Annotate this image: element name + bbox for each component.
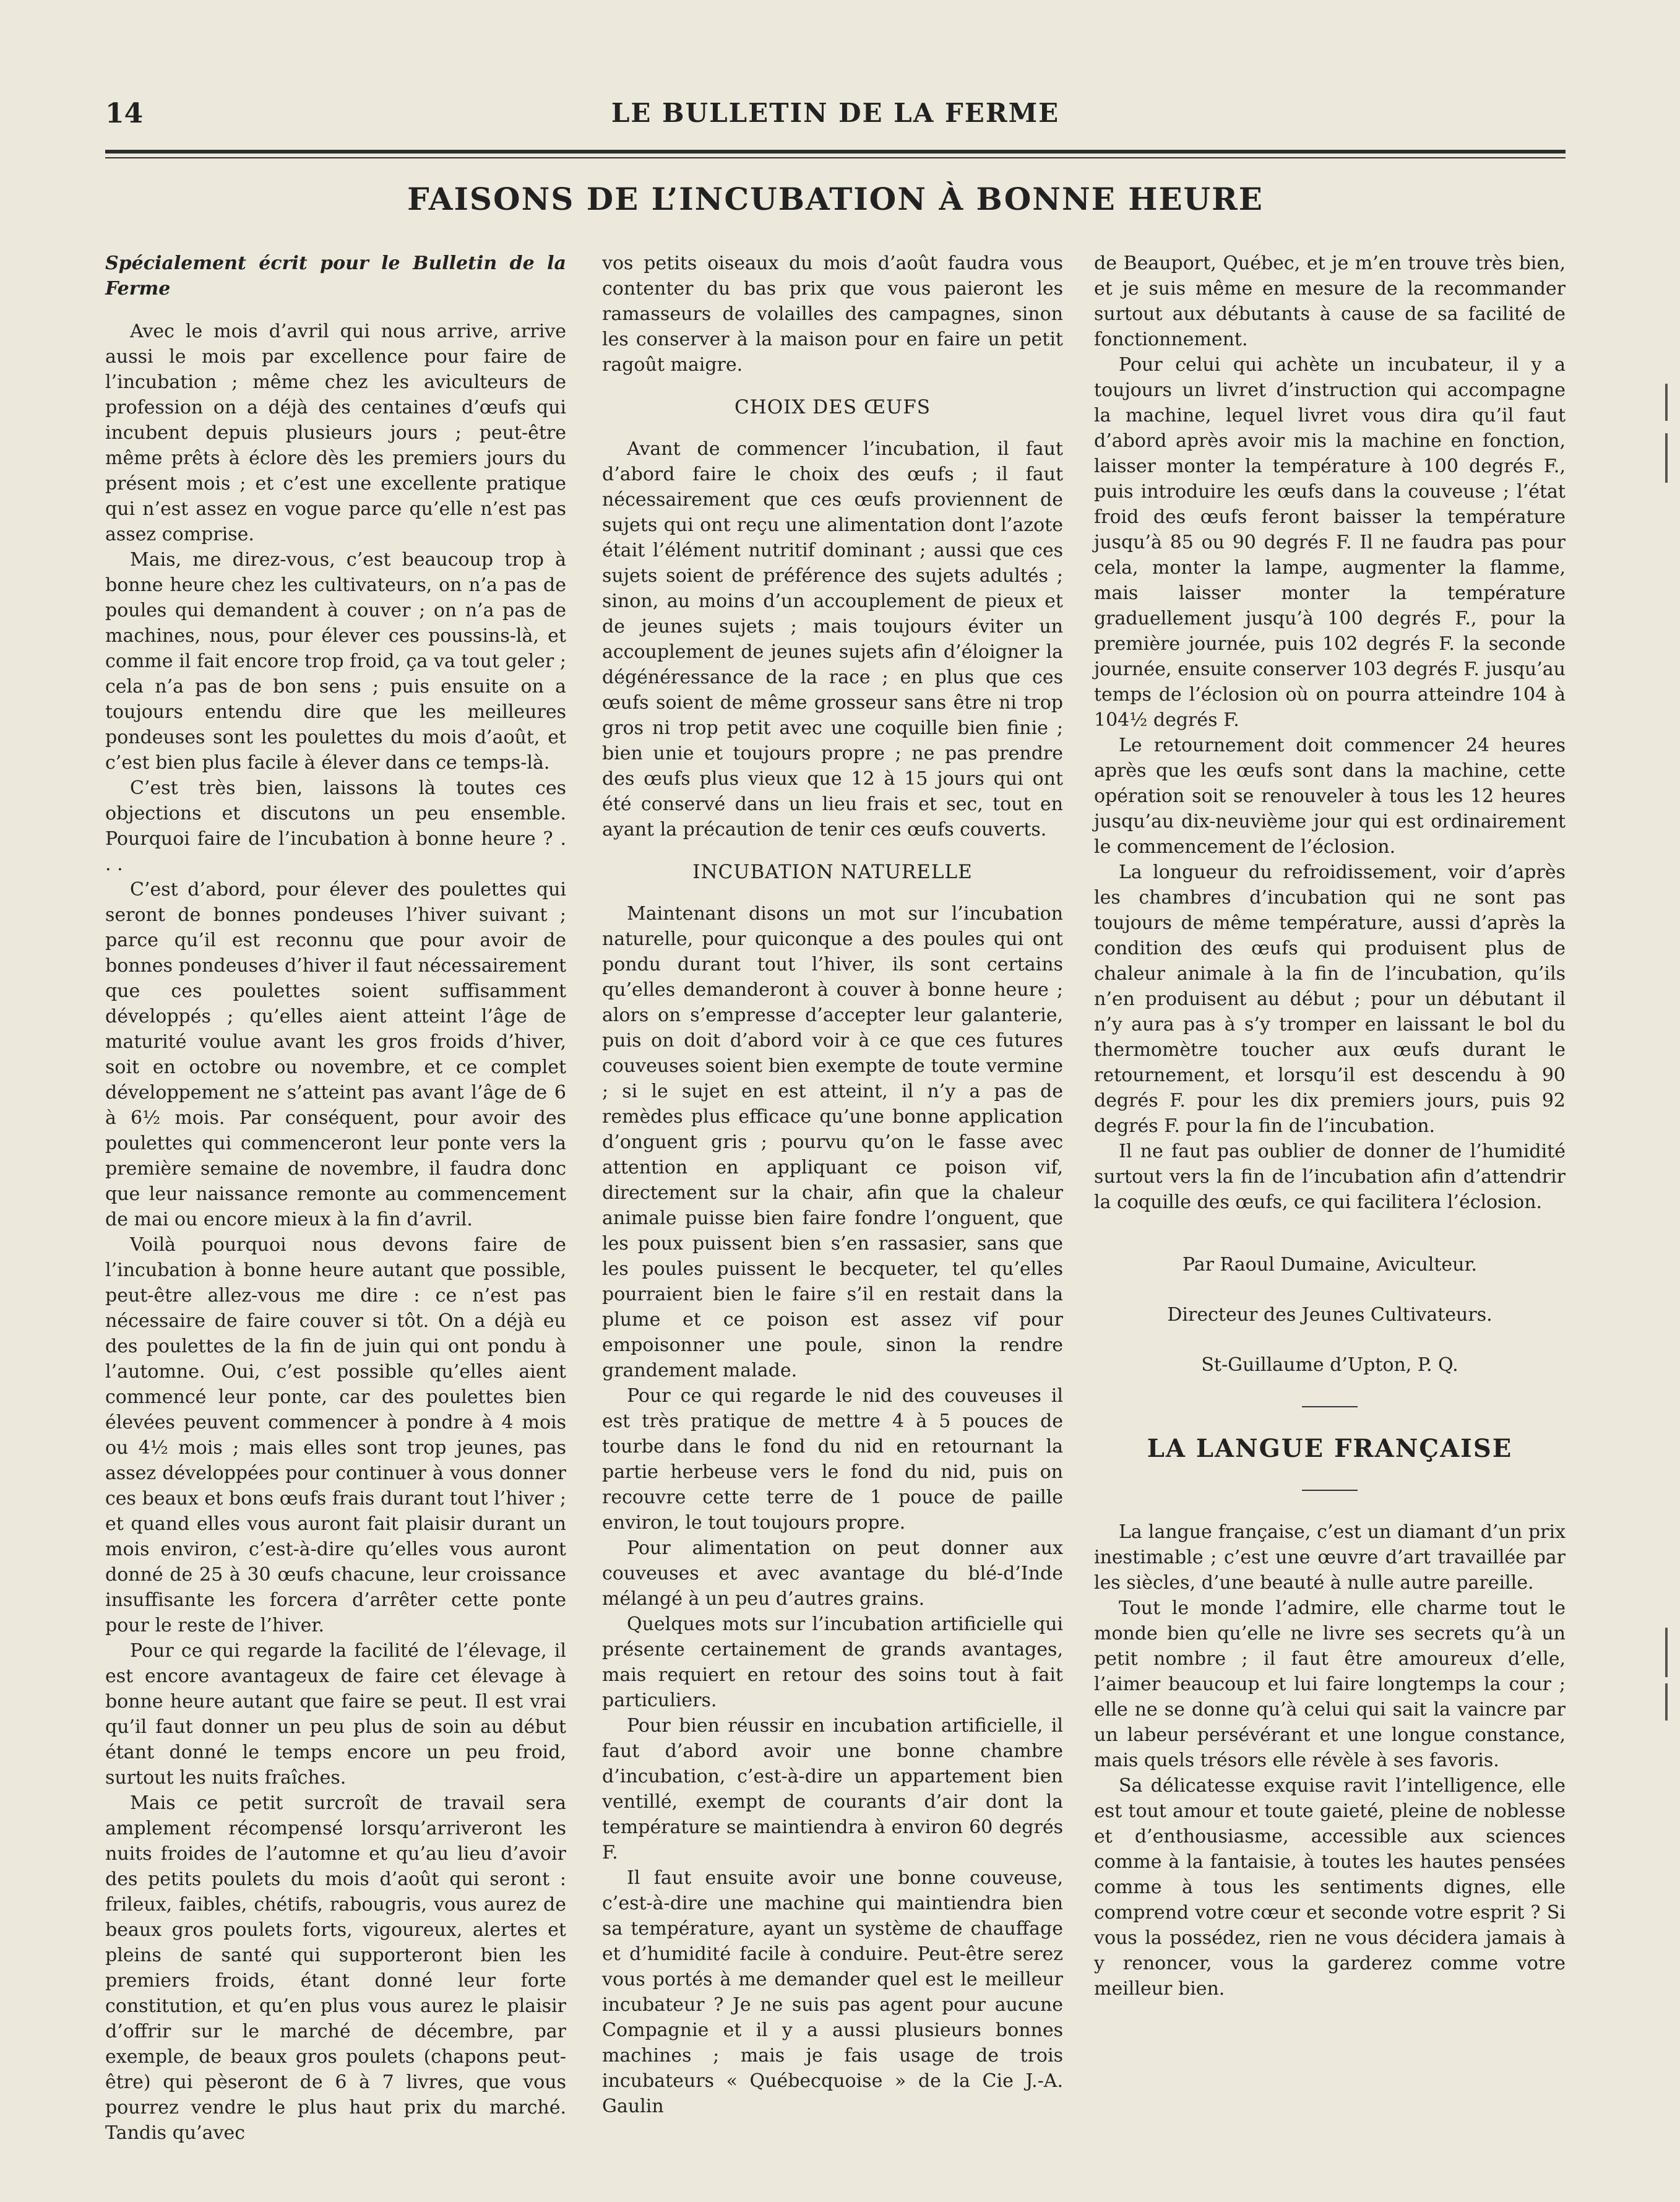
binder-mark	[1665, 384, 1668, 421]
running-title: LE BULLETIN DE LA FERME	[611, 98, 1060, 128]
special-byline: Spécialement écrit pour le Bulletin de la Ferme	[105, 253, 566, 300]
paragraph: Mais ce petit surcroît de travail sera amplement récompensé lorsqu’arriveront les nuits froides de l’automne et qu’au lieu d’avoir des petits poulets du mois d’août qui seront : frileux, faibles, chétifs, rabougris, vous aurez de beaux gros poulets forts, vigoureux, alertes et pleins de santé qui supporteront bien les premiers froids, étant donné leur forte constitution, et qu’en plus vous aurez le plaisir d’offrir sur le marché de décembre, par exemple, de beaux gros poulets (chapons peut-être) qui pèseront de 6 à 7 livres, que vous pourrez vendre le plus haut prix du marché. Tandis qu’avec	[105, 1792, 566, 2144]
binder-mark	[1665, 1628, 1668, 1677]
section-heading-incubation-naturelle: INCUBATION NATURELLE	[692, 861, 973, 883]
paragraph: Maintenant disons un mot sur l’incubation naturelle, pour quiconque a des poules qui ont pondu durant tout l’hiver, ils sont certains qu’elles demanderont à couver à bonne heure ; alors on s’empresse d’accepter leur galanterie, puis on doit d’abord voir à ce que ces futures couveuses soient bien exempte de toute vermine ; si le sujet en est atteint, il n’y a pas de remèdes plus efficace qu’une bonne application d’onguent gris ; pourvu qu’on le fasse avec attention en appliquant ce poison vif, directement sur la chair, afin que la chaleur animale puisse bien faire fondre l’onguent, que les poux puissent bien s’en rassasier, sans que les poules puissent le becqueter, tel qu’elles pourraient bien le faire s’il en restait dans la plume et ce poison est assez vif pour empoisonner une poule, sinon la rendre grandement malade.	[602, 903, 1063, 1381]
paragraph: Il ne faut pas oublier de donner de l’humidité surtout vers la fin de l’incubation afin d’attendrir la coquille des œufs, ce qui facilitera l’éclosion.	[1094, 1141, 1566, 1213]
signature-author: Par Raoul Dumaine, Aviculteur.	[1182, 1254, 1478, 1276]
paragraph: C’est d’abord, pour élever des poulettes qui seront de bonnes pondeuses l’hiver suivant ; parce qu’il est reconnu que pour avoir de bonnes pondeuses d’hiver il faut nécessairement que ces poulettes soient suffisamment développés ; qu’elles aient atteint l’âge de maturité voulue avant les gros froids d’hiver, soit en octobre ou novembre, et ce complet développement ne s’atteint pas avant l’âge de 6 à 6½ mois. Par conséquent, pour avoir des poulettes qui commenceront leur ponte vers la première semaine de novembre, il faudra donc que leur naissance remonte au commencement de mai ou encore mieux à la fin d’avril.	[105, 879, 566, 1230]
paragraph: Mais, me direz-vous, c’est beaucoup trop à bonne heure chez les cultivateurs, on n’a pas de poules qui demandent à couver ; on n’a pas de machines, nous, pour élever ces poussins-là, et comme il fait encore trop froid, ça va tout geler ; cela n’a pas de bon sens ; puis ensuite on a toujours entendu dire que les meilleures pondeuses sont les poulettes du mois d’août, et c’est bien plus facile à élever dans ce temps-là.	[105, 549, 566, 774]
paragraph: Pour ce qui regarde la facilité de l’élevage, il est encore avantageux de faire cet élevage à bonne heure autant que faire se peut. Il est vrai qu’il faut donner un peu plus de soin au début étant donné le temps encore un peu froid, surtout les nuits fraîches.	[105, 1640, 566, 1789]
paragraph: Pour bien réussir en incubation artificielle, il faut d’abord avoir une bonne chambre d’incubation, c’est-à-dire un appartement bien ventillé, exempt de courants d’air dont la température se maintiendra à environ 60 degrés F.	[602, 1715, 1063, 1863]
paragraph: Il faut ensuite avoir une bonne couveuse, c’est-à-dire une machine qui maintiendra bien sa température, ayant un système de chauffage et d’humidité facile à conduire. Peut-être serez vous portés à me demander quel est le meilleur incubateur ? Je ne suis pas agent pour aucune Compagnie et il y a aussi plusieurs bonnes machines ; mais je fais usage de trois incubateurs « Québecquoise » de la Cie J.-A. Gaulin	[602, 1867, 1063, 2117]
header-rule-thin	[105, 157, 1566, 158]
signature-role: Directeur des Jeunes Cultivateurs.	[1167, 1304, 1493, 1326]
separator-rule	[1302, 1406, 1358, 1407]
binder-mark	[1665, 433, 1668, 483]
binder-mark	[1665, 1683, 1668, 1721]
paragraph: vos petits oiseaux du mois d’août faudra vous contenter du bas prix que vous paieront les ramasseurs de volailles des campagnes, sinon les conserver à la maison pour en faire un petit ragoût maigre.	[602, 253, 1063, 376]
paragraph: Avec le mois d’avril qui nous arrive, arrive aussi le mois par excellence pour faire de l’incubation ; même chez les aviculteurs de profession on a déjà des centaines d’œufs qui incubent depuis plusieurs jours ; peut-être même prêts à éclore dès les premiers jours du présent mois ; et c’est une excellente pratique qui n’est assez en vogue parce qu’elle n’est pas assez comprise.	[105, 321, 566, 545]
column-1	[105, 251, 566, 2146]
paragraph: Sa délicatesse exquise ravit l’intelligence, elle est tout amour et toute gaieté, pleine de noblesse et d’enthousiasme, accessible aux sciences comme à la fantaisie, à toutes les hautes pensées comme à tous les sentiments dignes, elle comprend votre cœur et seconde votre esprit ? Si vous la possédez, rien ne vous décidera jamais à y renoncer, vous la garderez comme votre meilleur bien.	[1094, 1775, 1566, 2000]
paragraph: de Beauport, Québec, et je m’en trouve très bien, et je suis même en mesure de la recommander surtout aux débutants à cause de sa facilité de fonctionnement.	[1094, 253, 1566, 350]
paragraph: Tout le monde l’admire, elle charme tout le monde bien qu’elle ne livre ses secrets qu’à un petit nombre ; il faut être amoureux d’elle, l’aimer beaucoup et lui faire longtemps la cour ; elle ne se donne qu’à celui qui sait la vaincre par un labeur persévérant et une longue constance, mais quels trésors elle révèle à ses favoris.	[1094, 1597, 1566, 1771]
paragraph: Avant de commencer l’incubation, il faut d’abord faire le choix des œufs ; il faut nécessairement que ces œufs proviennent de sujets qui ont reçu une alimentation dont l’azote était l’élément nutritif dominant ; aussi que ces sujets soient de préférence des sujets adultés ; sinon, au moins d’un accouplement de pieux et de jeunes sujets ; mais toujours éviter un accouplement de jeunes sujets afin d’éloigner la dégénéressance de la race ; en plus que ces œufs soient de même grosseur sans être ni trop gros ni trop petit avec une coquille bien finie ; bien unie et toujours propre ; ne pas prendre des œufs plus vieux que 12 à 15 jours qui ont été conservé dans un lieu frais et sec, tout en ayant la précaution de tenir ces œufs couverts.	[602, 438, 1063, 840]
column-2	[602, 251, 1063, 2119]
paragraph: Pour ce qui regarde le nid des couveuses il est très pratique de mettre 4 à 5 pouces de tourbe dans le fond du nid en retournant la partie herbeuse vers le fond du nid, puis on recouvre cette terre de 1 pouce de paille environ, le tout toujours propre.	[602, 1385, 1063, 1534]
page-number: 14	[105, 98, 144, 129]
paragraph: Le retournement doit commencer 24 heures après que les œufs sont dans la machine, cette opération soit se renouveler à tous les 12 heures jusqu’au dix-neuvième jour qui est ordinairement le commencement de l’éclosion.	[1094, 735, 1566, 858]
paragraph: La langue française, c’est un diamant d’un prix inestimable ; c’est une œuvre d’art travaillée par les siècles, d’une beauté à nulle autre pareille.	[1094, 1521, 1566, 1594]
paragraph: Pour celui qui achète un incubateur, il y a toujours un livret d’instruction qui accompagne la machine, lequel livret vous dira qu’il faut d’abord après avoir mis la machine en fonction, laisser monter la température à 100 degrés F., puis introduire les œufs dans la couveuse ; l’état froid des œufs feront baisser la température jusqu’à 85 ou 90 degrés F. Il ne faudra pas pour cela, monter la lampe, augmenter la flamme, mais laisser monter la température graduellement jusqu’à 100 degrés F., pour la première journée, puis 102 degrés F. la seconde journée, ensuite conserver 103 degrés F. jusqu’au temps de l’éclosion où on pourra atteindre 104 à 104½ degrés F.	[1094, 354, 1566, 731]
page-header	[105, 93, 1566, 136]
paragraph: C’est très bien, laissons là toutes ces objections et discutons un peu ensemble. Pourquoi faire de l’incubation à bonne heure ? . . .	[105, 777, 566, 875]
paragraph: La longueur du refroidissement, voir d’après les chambres d’incubation qui ne sont pas toujours de même température, aussi d’après la condition des œufs qui produisent plus de chaleur animale à la fin de l’incubation, qu’ils n’en produisent au début ; pour un débutant il n’y aura pas à s’y tromper en laissant le bol du thermomètre toucher aux œufs durant le retournement, et lorsqu’il est descendu à 90 degrés F. pour les dix premiers jours, puis 92 degrés F. pour la fin de l’incubation.	[1094, 861, 1566, 1137]
article-title-langue: LA LANGUE FRANÇAISE	[1147, 1434, 1513, 1463]
paragraph: Voilà pourquoi nous devons faire de l’incubation à bonne heure autant que possible, peut-être allez-vous me dire : ce n’est pas nécessaire de faire couver si tôt. On a déjà eu des poulettes de la fin de juin qui ont pondu à l’automne. Oui, c’est possible qu’elles aient commencé leur ponte, car des poulettes bien élevées peuvent commencer à pondre à 4 mois ou 4½ mois ; mais elles sont trop jeunes, pas assez développées pour continuer à vous donner ces beaux et bons œufs frais durant tout l’hiver ; et quand elles vous auront fait plaisir durant un mois environ, c’est-à-dire qu’elles vous auront donné de 25 à 30 œufs chacune, leur croissance insuffisante les forcera d’arrêter cette ponte pour le reste de l’hiver.	[105, 1234, 566, 1636]
paragraph: Pour alimentation on peut donner aux couveuses et avec avantage du blé-d’Inde mélangé à un peu d’autres grains.	[602, 1537, 1063, 1610]
separator-rule	[1302, 1490, 1358, 1491]
spacer	[1094, 1215, 1566, 1240]
paragraph: Quelques mots sur l’incubation artificielle qui présente certainement de grands avantages, mais requiert en retour des soins tout à fait particuliers.	[602, 1613, 1063, 1711]
column-3	[1094, 251, 1566, 2001]
section-heading-choix: CHOIX DES ŒUFS	[734, 396, 931, 418]
signature-place: St-Guillaume d’Upton, P. Q.	[1201, 1354, 1458, 1376]
article-title: FAISONS DE L’INCUBATION À BONNE HEURE	[407, 181, 1264, 217]
header-rule	[105, 150, 1566, 153]
